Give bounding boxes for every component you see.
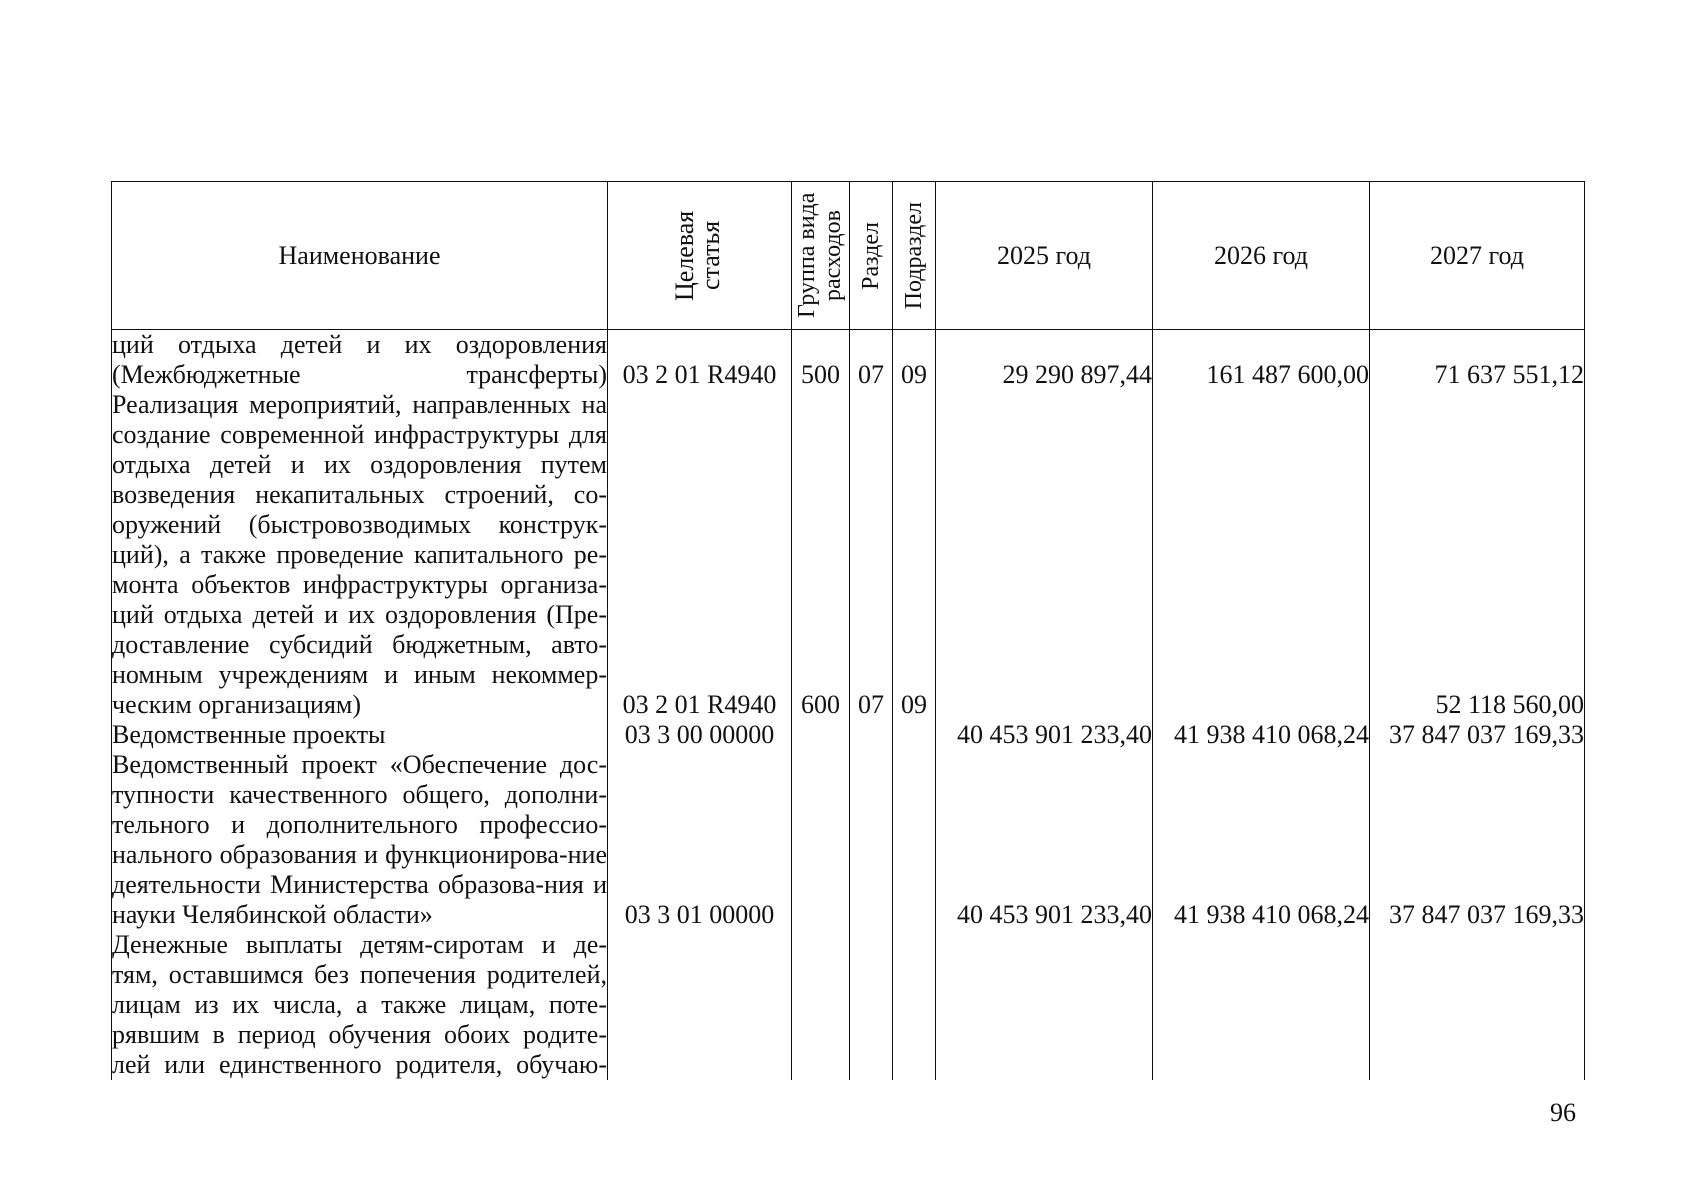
header-group: Группа вида расходов (792, 182, 850, 330)
row-section (850, 930, 893, 1080)
row-subsection: 09 (893, 330, 936, 391)
row-name: ций отдыха детей и их оздоровления (Межбюджетные трансферты) (112, 330, 607, 389)
table-row (112, 750, 1585, 930)
header-2027: 2027 год (1370, 182, 1585, 330)
row-target: 03 2 01 R4940 (608, 390, 792, 720)
row-target: 03 3 00 00000 (608, 720, 792, 750)
row-subsection (893, 930, 936, 1080)
row-group: 600 (792, 390, 850, 720)
row-2025 (936, 390, 1153, 720)
header-2026: 2026 год (1153, 182, 1370, 330)
row-target: 03 2 01 R4940 (608, 330, 792, 391)
row-group (792, 720, 850, 750)
row-name: Реализация мероприятий, направленных на создание современной инфраструктуры для отдыха детей и их оздоровления путем возведения некапитальных строений, со-оружений (быстровозводимых конструк-ций), а также проведение капитального ре-монта объектов инфраструктуры организа-ций отдыха детей и их оздоровления (Пре-доставление субсидий бюджетным, авто-номным учреждениям и иным некоммер-ческим организациям) (112, 390, 607, 719)
page-number: 96 (1550, 1098, 1576, 1127)
row-2025: 40 453 901 233,40 (936, 720, 1153, 750)
header-2025: 2025 год (936, 182, 1153, 330)
table-row (112, 390, 1585, 720)
row-2027: 52 118 560,00 (1370, 390, 1585, 720)
table-row (112, 930, 1585, 1080)
row-2026 (1153, 390, 1370, 720)
budget-table (111, 181, 1585, 1080)
table-header-row (112, 182, 1585, 330)
row-2026: 41 938 410 068,24 (1153, 750, 1370, 930)
row-2026: 161 487 600,00 (1153, 330, 1370, 391)
row-target (608, 930, 792, 1080)
row-subsection: 09 (893, 390, 936, 720)
row-2025 (936, 930, 1153, 1080)
row-group (792, 750, 850, 930)
table-row (112, 720, 1585, 750)
row-2027: 37 847 037 169,33 (1370, 750, 1585, 930)
row-2027 (1370, 930, 1585, 1080)
row-2026 (1153, 930, 1370, 1080)
row-name: Денежные выплаты детям-сиротам и де-тям, оставшимся без попечения родителей, лицам из их числа, а также лицам, поте-рявшим в период обучения обоих родите-лей или единственного родителя, обучаю- (112, 930, 607, 1079)
row-target: 03 3 01 00000 (608, 750, 792, 930)
row-section: 07 (850, 390, 893, 720)
header-section: Раздел (850, 182, 893, 330)
row-subsection (893, 750, 936, 930)
row-group: 500 (792, 330, 850, 391)
row-2025: 40 453 901 233,40 (936, 750, 1153, 930)
row-name: Ведомственные проекты (112, 720, 608, 750)
header-subsection: Подраздел (893, 182, 936, 330)
row-group (792, 930, 850, 1080)
row-section: 07 (850, 330, 893, 391)
row-2027: 37 847 037 169,33 (1370, 720, 1585, 750)
row-2026: 41 938 410 068,24 (1153, 720, 1370, 750)
row-2027: 71 637 551,12 (1370, 330, 1585, 391)
row-section (850, 750, 893, 930)
header-name: Наименование (112, 182, 608, 330)
header-target: Целевая статья (608, 182, 792, 330)
row-section (850, 720, 893, 750)
row-2025: 29 290 897,44 (936, 330, 1153, 391)
row-subsection (893, 720, 936, 750)
table-row (112, 330, 1585, 391)
row-name: Ведомственный проект «Обеспечение дос-тупности качественного общего, дополни-тельного и дополнительного профессио-нального образования и функционирова-ние деятельности Министерства образова-ния и науки Челябинской области» (112, 750, 607, 929)
